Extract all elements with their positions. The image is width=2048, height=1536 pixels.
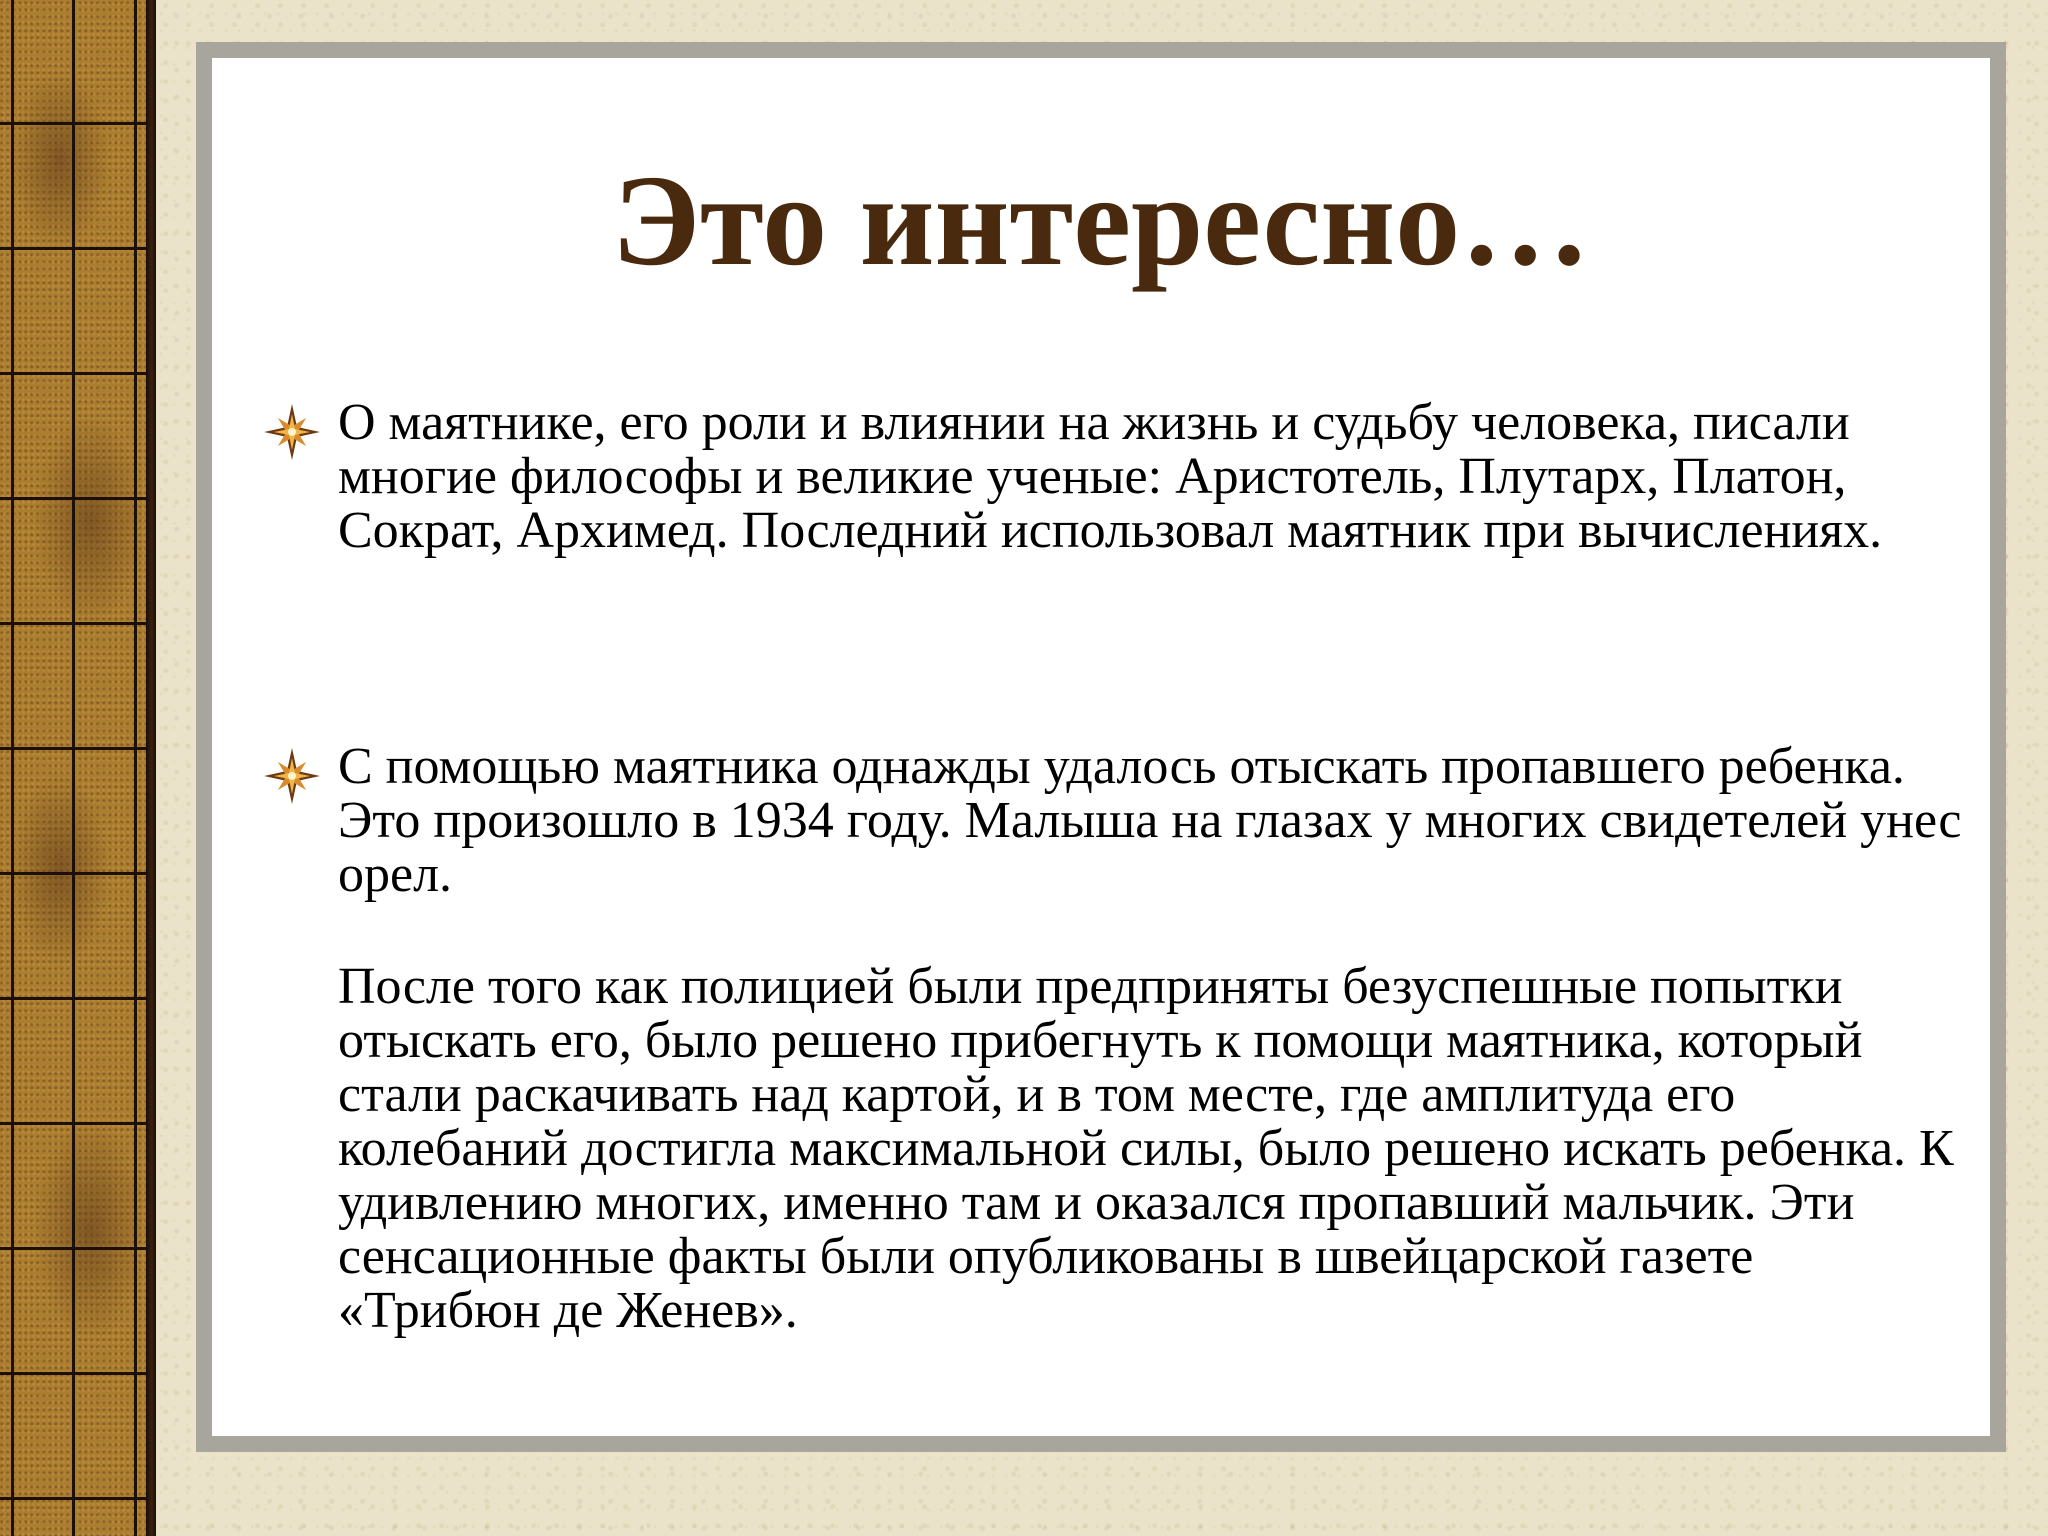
paragraph: О маятнике, его роли и влиянии на жизнь и судьбу человека, писали многие философы и великие ученые: Аристотель, Плутарх, Платон, Сократ, Архимед. Последний использовал маятник при вычислениях.: [338, 394, 1883, 559]
paragraph: С помощью маятника однажды удалось отыскать пропавшего ребенка. Это произошло в 1934 году. Малыша на глазах у многих свидетелей унес орел.: [338, 738, 1962, 903]
bullet-text-2: [338, 740, 1962, 1338]
compass-star-icon: [262, 746, 322, 806]
strip-grid-lines: [0, 0, 156, 1536]
compass-star-icon: [262, 402, 322, 462]
decorative-side-strip: [0, 0, 156, 1536]
slide-title: Это интересно…: [611, 149, 1591, 293]
paragraph: После того как полицией были предприняты безуспешные попытки отыскать его, было решено прибегнуть к помощи маятника, который стали раскачивать над картой, и в том месте, где амплитуда его колебаний достигла максимальной силы, было решено искать ребенка. К удивлению многих, именно там и оказался пропавший мальчик. Эти сенсационные факты были опубликованы в швейцарской газете «Трибюн де Женев».: [338, 958, 1954, 1339]
bullet-item-1: [262, 396, 1962, 558]
bullet-item-2: [262, 740, 1962, 1338]
strip-edge: [146, 0, 156, 1536]
paragraph-spacer: [338, 902, 1962, 960]
bullet-text-1: [338, 396, 1962, 558]
